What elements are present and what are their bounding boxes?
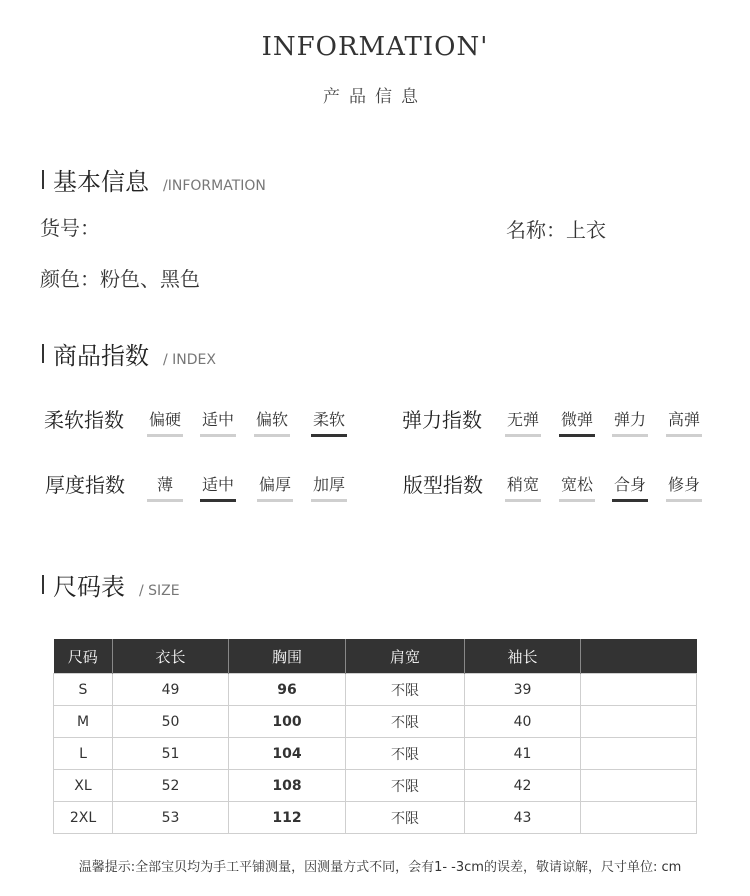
table-cell: 104 xyxy=(229,738,346,770)
size-table-header-cell: 胸围 xyxy=(229,639,346,674)
table-cell xyxy=(581,770,697,802)
table-row xyxy=(54,706,697,738)
index-option: 微弹 xyxy=(559,407,595,437)
table-cell xyxy=(581,738,697,770)
name-value: 上衣 xyxy=(566,218,606,242)
table-cell: 不限 xyxy=(346,738,465,770)
size-table xyxy=(53,639,697,834)
index-option: 合身 xyxy=(612,472,648,502)
index-label: 柔软指数 xyxy=(44,408,124,432)
page-title: INFORMATION' xyxy=(261,32,489,62)
table-cell: 2XL xyxy=(54,802,113,834)
section-title: 基本信息 xyxy=(53,168,149,196)
name-field xyxy=(506,214,606,243)
table-cell xyxy=(581,802,697,834)
table-cell: XL xyxy=(54,770,113,802)
table-cell: 112 xyxy=(229,802,346,834)
table-cell: 39 xyxy=(465,674,581,706)
size-table-header-cell: 尺码 xyxy=(54,639,113,674)
table-cell: 52 xyxy=(113,770,229,802)
section-subtitle: / SIZE xyxy=(139,583,180,599)
index-option: 稍宽 xyxy=(505,472,541,502)
table-cell: 不限 xyxy=(346,802,465,834)
section-subtitle: /INFORMATION xyxy=(163,178,266,194)
size-table-header xyxy=(54,639,697,674)
table-cell: 53 xyxy=(113,802,229,834)
index-option: 宽松 xyxy=(559,472,595,502)
table-cell: M xyxy=(54,706,113,738)
name-label: 名称： xyxy=(506,218,566,242)
index-label: 厚度指数 xyxy=(45,473,125,497)
table-cell: 不限 xyxy=(346,770,465,802)
table-cell: S xyxy=(54,674,113,706)
index-label: 弹力指数 xyxy=(402,408,482,432)
table-cell: 不限 xyxy=(346,706,465,738)
index-option: 适中 xyxy=(200,407,236,437)
table-cell: 41 xyxy=(465,738,581,770)
size-table-header-cell: 肩宽 xyxy=(346,639,465,674)
section-size xyxy=(42,567,180,602)
table-cell: 40 xyxy=(465,706,581,738)
section-title: 尺码表 xyxy=(53,573,125,601)
size-table-header-cell: 衣长 xyxy=(113,639,229,674)
table-cell: 108 xyxy=(229,770,346,802)
section-index xyxy=(42,336,216,371)
index-label: 版型指数 xyxy=(403,473,483,497)
table-row xyxy=(54,674,697,706)
table-cell xyxy=(581,674,697,706)
table-row xyxy=(54,770,697,802)
table-cell: L xyxy=(54,738,113,770)
color-field xyxy=(40,263,200,292)
item-no-label: 货号： xyxy=(40,216,100,240)
table-cell: 42 xyxy=(465,770,581,802)
color-value: 粉色、黑色 xyxy=(100,267,200,291)
size-table-header-cell: 袖长 xyxy=(465,639,581,674)
index-option: 柔软 xyxy=(311,407,347,437)
table-cell: 51 xyxy=(113,738,229,770)
size-table-header-cell xyxy=(581,639,697,674)
index-option: 偏软 xyxy=(254,407,290,437)
color-label: 颜色： xyxy=(40,267,100,291)
table-cell: 50 xyxy=(113,706,229,738)
size-note: 温馨提示:全部宝贝均为手工平铺测量，因测量方式不同，会有1- -3cm的误差，敬请谅解，尺寸单位: cm xyxy=(78,860,682,875)
index-option: 偏厚 xyxy=(257,472,293,502)
page-subtitle: 产品信息 xyxy=(323,87,427,107)
index-option: 高弹 xyxy=(666,407,702,437)
section-title: 商品指数 xyxy=(53,342,149,370)
table-cell xyxy=(581,706,697,738)
section-basic-info xyxy=(42,162,266,197)
table-cell: 100 xyxy=(229,706,346,738)
index-option: 薄 xyxy=(147,472,183,502)
table-cell: 不限 xyxy=(346,674,465,706)
table-cell: 43 xyxy=(465,802,581,834)
table-cell: 96 xyxy=(229,674,346,706)
table-cell: 49 xyxy=(113,674,229,706)
table-row xyxy=(54,802,697,834)
section-bar xyxy=(42,170,44,189)
index-option: 偏硬 xyxy=(147,407,183,437)
table-row xyxy=(54,738,697,770)
section-bar xyxy=(42,344,44,363)
index-option: 无弹 xyxy=(505,407,541,437)
index-option: 适中 xyxy=(200,472,236,502)
index-option: 修身 xyxy=(666,472,702,502)
section-subtitle: / INDEX xyxy=(163,352,216,368)
section-bar xyxy=(42,575,44,594)
index-option: 弹力 xyxy=(612,407,648,437)
index-option: 加厚 xyxy=(311,472,347,502)
